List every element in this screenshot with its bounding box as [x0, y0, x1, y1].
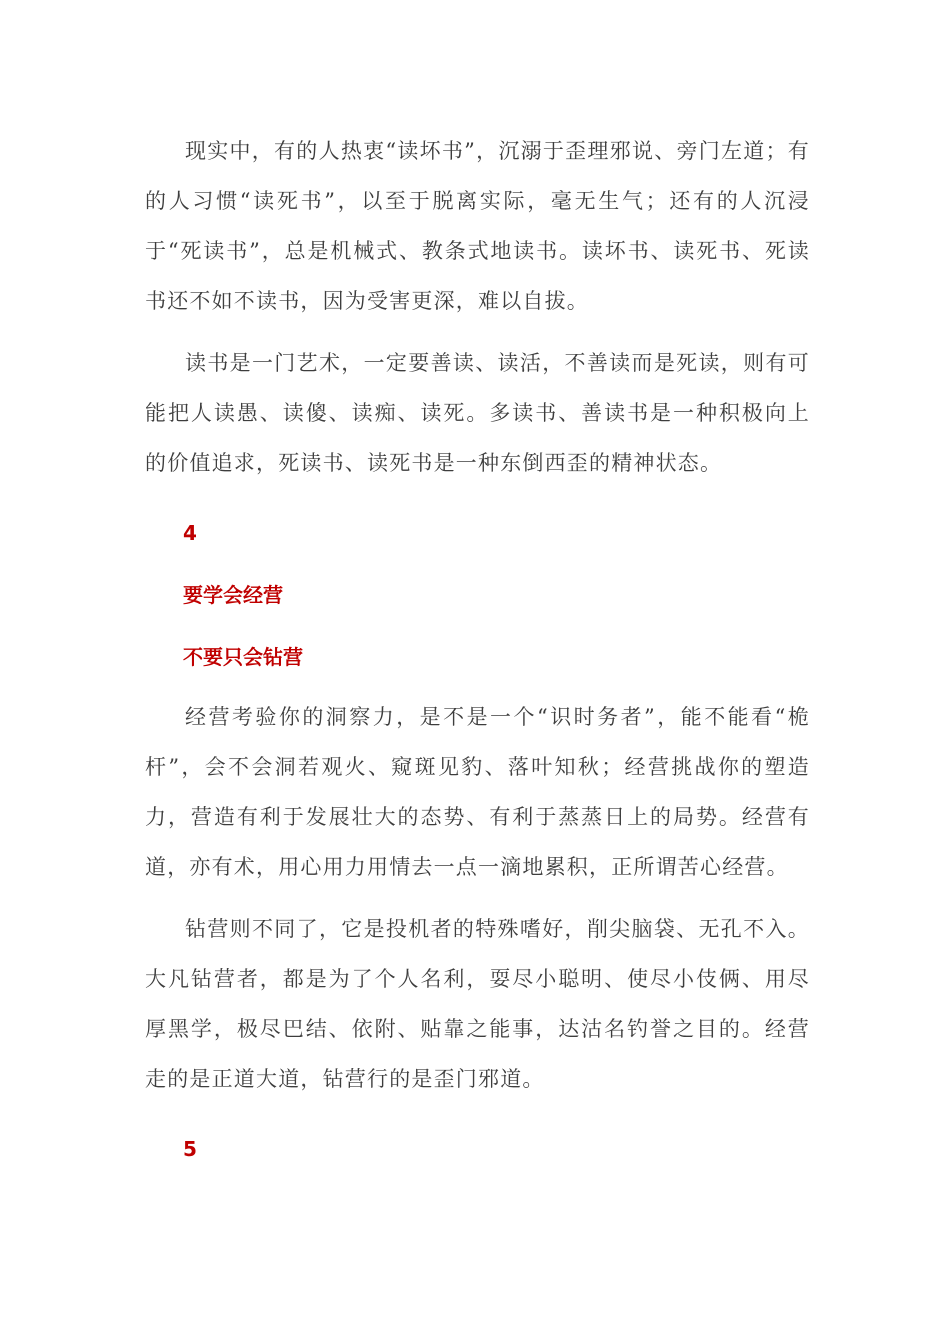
section-number-5: 5 — [183, 1137, 197, 1161]
section-number-4: 4 — [183, 521, 197, 545]
paragraph-scheming: 钻营则不同了，它是投机者的特殊嗜好，削尖脑袋、无孔不入。大凡钻营者，都是为了个人名利，耍尽小聪明、使尽小伎俩、用尽厚黑学，极尽巴结、依附、贴靠之能事，达沽名钓誉之目的。经营走的是正道大道，钻营行的是歪门邪道。 — [145, 917, 810, 1091]
article-body — [145, 126, 810, 1180]
paragraph-management: 经营考验你的洞察力，是不是一个“识时务者”，能不能看“桅杆”，会不会洞若观火、窥斑见豹、落叶知秋；经营挑战你的塑造力，营造有利于发展壮大的态势、有利于蒸蒸日上的局势。经营有道，亦有术，用心用力用情去一点一滴地累积，正所谓苦心经营。 — [145, 705, 810, 879]
paragraph-bad-reading: 现实中，有的人热衷“读坏书”，沉溺于歪理邪说、旁门左道；有的人习惯“读死书”，以至于脱离实际，毫无生气；还有的人沉浸于“死读书”，总是机械式、教条式地读书。读坏书、读死书、死读书还不如不读书，因为受害更深，难以自拔。 — [145, 139, 810, 313]
paragraph-reading-art: 读书是一门艺术，一定要善读、读活，不善读而是死读，则有可能把人读愚、读傻、读痴、读死。多读书、善读书是一种积极向上的价值追求，死读书、读死书是一种东倒西歪的精神状态。 — [145, 351, 810, 475]
section-title-line2: 不要只会钻营 — [183, 645, 303, 669]
section-title-line1: 要学会经营 — [183, 583, 283, 607]
